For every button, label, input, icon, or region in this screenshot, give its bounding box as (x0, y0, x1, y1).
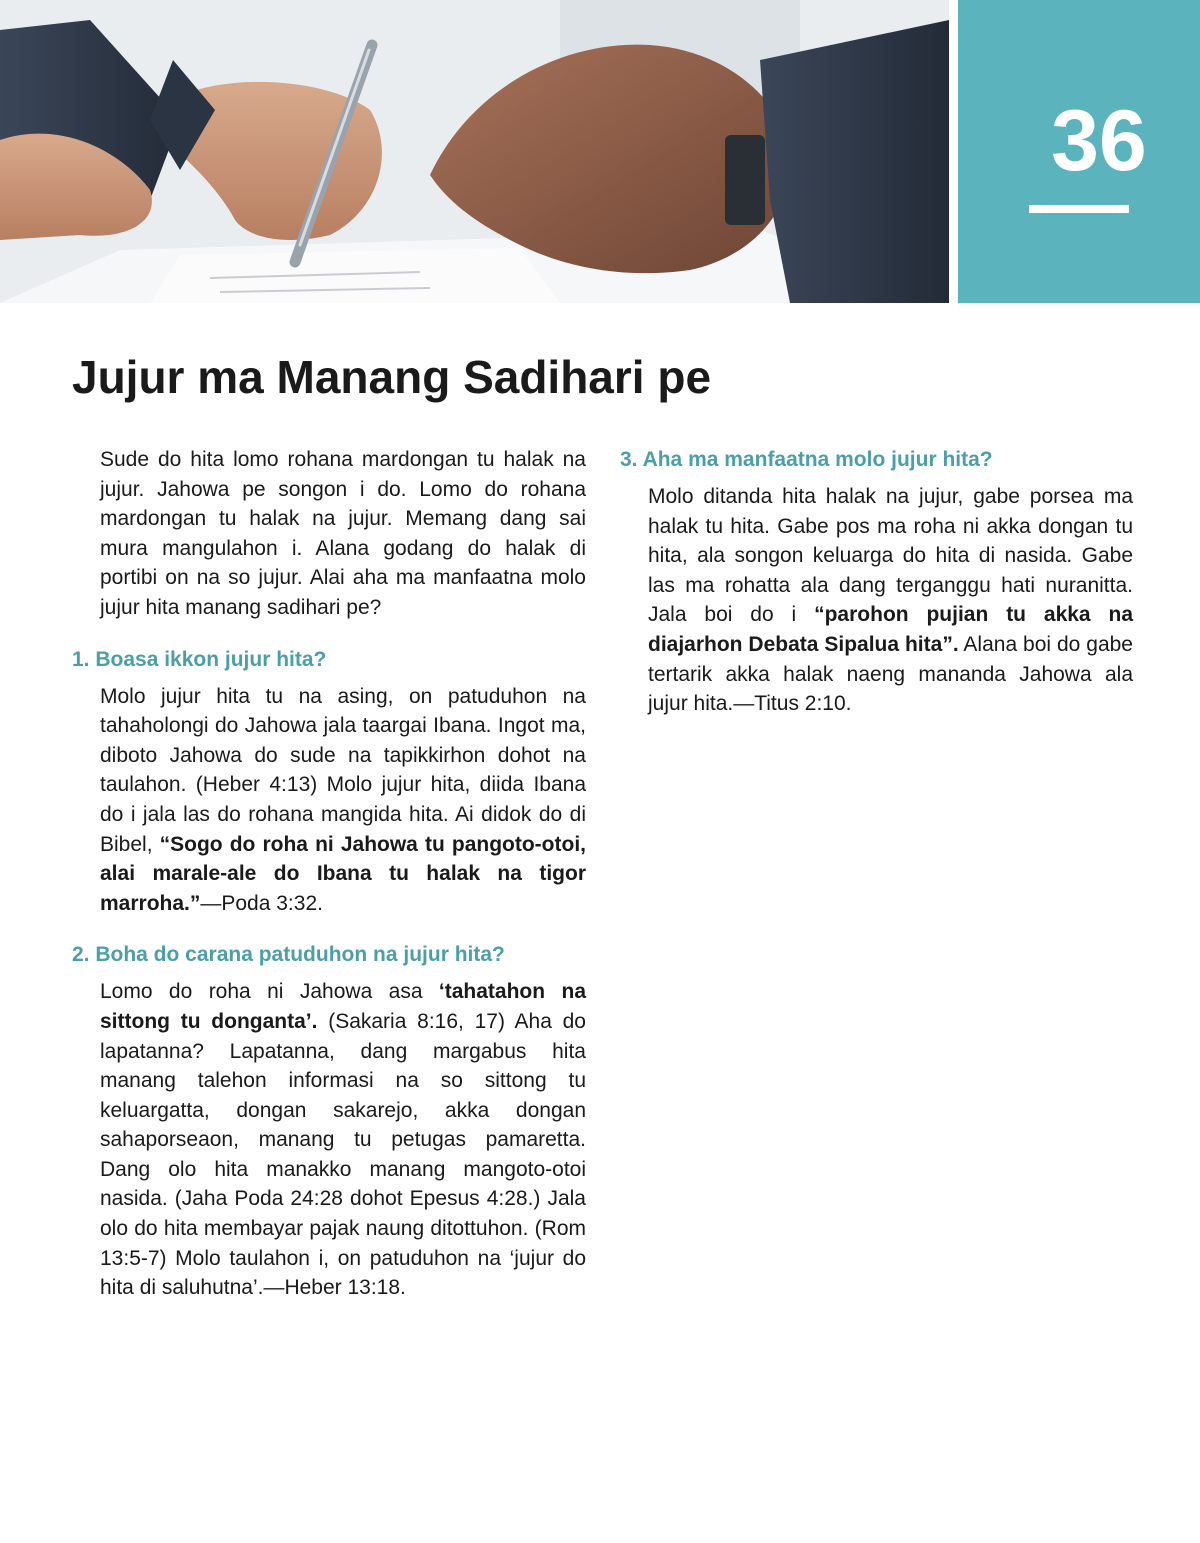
chapter-number: 36 (1051, 93, 1147, 189)
handshake-signing-icon (0, 0, 949, 303)
answer-3-continuation: Alana boi do gabe tertarik akka halak naeng mananda Jahowa ala jujur hita.—Titus 2:10. (648, 632, 1133, 716)
intro-paragraph: Sude do hita lomo rohana mardongan tu halak na jujur. Jahowa pe songon i do. Lomo do rohana mardongan tu halak na jujur. Memang dang sai mura mangulahon i. Alana godang do halak di portibi on na so jujur. Alai aha ma manfaatna molo jujur hita manang sadihari pe? (100, 448, 586, 619)
right-column (620, 445, 1133, 741)
answer-2-quote: ‘tahatahon na sittong tu donganta’. (100, 980, 586, 1033)
answer-3-quote: “parohon pujian tu akka na diajarhon Debata Sipalua hita”. (648, 603, 1133, 656)
hero-image (0, 0, 949, 303)
question-1-heading: 1. Boasa ikkon jujur hita? (72, 647, 327, 671)
chapter-underline (1029, 205, 1129, 213)
answer-1-citation: —Poda 3:32. (200, 891, 323, 915)
answer-2-text: Lomo do roha ni Jahowa asa (100, 980, 439, 1004)
answer-3-paragraph (648, 482, 1133, 719)
answer-1-quote: “Sogo do roha ni Jahowa tu pangoto-otoi, alai marale-ale do Ibana tu halak na tigor marroha.” (100, 832, 586, 915)
answer-1-paragraph (100, 682, 586, 919)
answer-3-text: Molo ditanda hita halak na jujur, gabe porsea ma halak tu hita. Gabe pos ma roha ni akka dongan tu hita, ala songon keluarga do hita di nasida. Gabe las ma rohatta ala dang terganggu hati nuranitta. Jala boi do i (648, 485, 1133, 627)
page-title: Jujur ma Manang Sadihari pe (72, 351, 712, 403)
question-3-heading: 3. Aha ma manfaatna molo jujur hita? (620, 448, 993, 471)
question-2-heading: 2. Boha do carana patuduhon na jujur hita? (72, 943, 505, 967)
answer-2-continuation: (Sakaria 8:16, 17) Aha do lapatanna? Lapatanna, dang margabus hita manang talehon informasi na so sittong tu keluargatta, dongan sakarejo, akka dongan sahaporseaon, manang tu petugas pamaretta. Dang olo hita manakko manang mangoto-otoi nasida. (Jaha Poda 24:28 dohot Epesus 4:28.) Jala olo do hita membayar pajak naung ditottuhon. (Rom 13:5-7) Molo taulahon i, on patuduhon na ‘jujur do hita di saluhutna’.—Heber 13:18. (100, 1009, 586, 1300)
left-column (72, 445, 586, 1325)
chapter-badge (958, 0, 1200, 303)
answer-2-paragraph (100, 977, 586, 1303)
answer-1-text: Molo jujur hita tu na asing, on patuduhon na tahaholongi do Jahowa jala taargai Ibana. Ingot ma, diboto Jahowa do sude na tapikkirhon dohot na taulahon. (Heber 4:13) Molo jujur hita, diida Ibana do i jala las do rohana mangida hita. Ai didok do di Bibel, (100, 684, 586, 856)
